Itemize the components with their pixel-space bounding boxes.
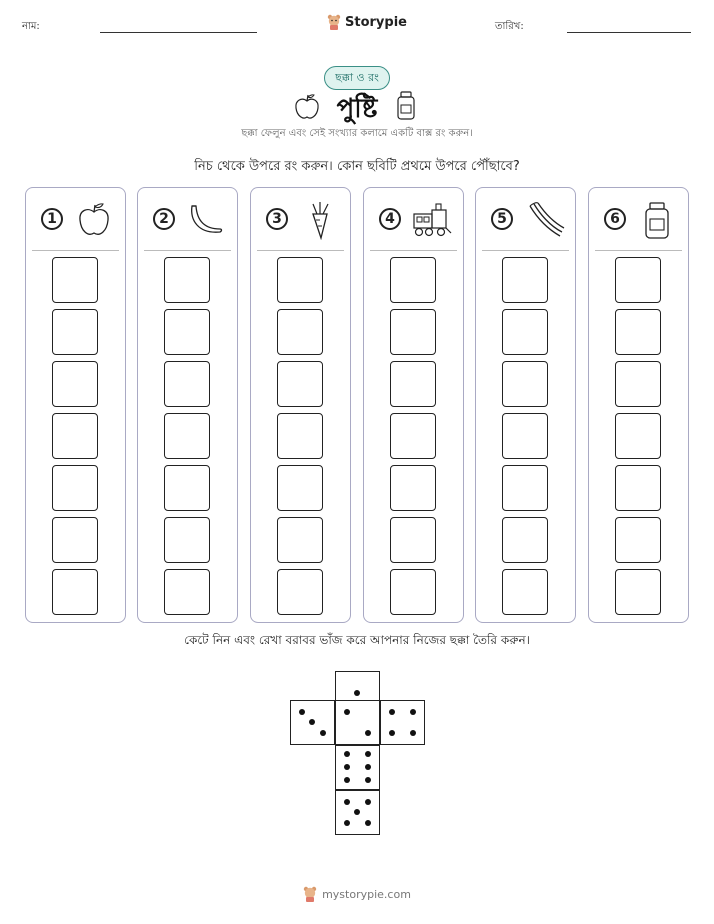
column-number: 3 [266,208,288,230]
dice-pip [365,751,371,757]
color-box[interactable] [390,517,436,563]
subtitle: ছক্কা ফেলুন এবং সেই সংখ্যার কলামে একটি বাক্স রং করুন। [241,128,473,139]
dice-face-2 [335,700,380,745]
color-box[interactable] [502,361,548,407]
color-box[interactable] [502,309,548,355]
color-box[interactable] [164,569,210,615]
color-box[interactable] [52,257,98,303]
color-box[interactable] [615,569,661,615]
color-box[interactable] [164,413,210,459]
column-number: 2 [153,208,175,230]
color-box[interactable] [277,257,323,303]
color-box[interactable] [390,361,436,407]
instruction: নিচ থেকে উপরে রং করুন। কোন ছবিটি প্রথমে উপরে পৌঁছাবে? [194,159,520,174]
dice-pip [320,730,326,736]
bear-logo-icon [327,14,341,30]
dice-pip [344,777,350,783]
footer-site: mystorypie.com [322,887,411,901]
color-box[interactable] [277,413,323,459]
dice-pip [299,709,305,715]
color-box[interactable] [615,361,661,407]
dice-face-6 [335,745,380,790]
column-number: 4 [379,208,401,230]
column-header [370,188,457,251]
bear-logo-icon [303,886,317,902]
jar-icon [635,200,679,240]
color-box[interactable] [52,569,98,615]
dice-pip [365,777,371,783]
color-box[interactable] [502,413,548,459]
column-header [257,188,344,251]
column-2 [137,187,238,623]
color-box[interactable] [615,413,661,459]
color-box[interactable] [164,361,210,407]
column-6 [588,187,689,623]
carrot-icon [297,200,341,240]
apple-icon [292,92,322,122]
footer [0,886,714,902]
column-number: 1 [41,208,63,230]
name-label: নাম: [22,21,40,32]
color-box[interactable] [502,569,548,615]
color-box[interactable] [390,465,436,511]
dice-pip [365,799,371,805]
color-box[interactable] [277,465,323,511]
color-box[interactable] [615,257,661,303]
color-box[interactable] [52,465,98,511]
color-box[interactable] [390,569,436,615]
beans-icon [522,200,566,240]
color-box[interactable] [52,309,98,355]
column-3 [250,187,351,623]
color-box[interactable] [615,465,661,511]
column-header [144,188,231,251]
activity-badge: ছক্কা ও রং [324,66,390,90]
color-box[interactable] [277,361,323,407]
color-box[interactable] [52,517,98,563]
dice-pip [344,799,350,805]
brand-name: Storypie [345,14,407,30]
color-box[interactable] [390,257,436,303]
page-title: পুষ্টি [336,94,378,124]
color-box[interactable] [164,309,210,355]
dice-pip [410,730,416,736]
brand-logo [327,14,407,30]
column-header [595,188,682,251]
color-box[interactable] [277,309,323,355]
name-line[interactable] [100,32,257,33]
jar-icon [396,91,416,121]
column-header [482,188,569,251]
color-box[interactable] [164,257,210,303]
date-label: তারিখ: [495,21,524,32]
dice-face-4 [380,700,425,745]
apple-icon [72,200,116,240]
color-box[interactable] [164,465,210,511]
train-icon [410,200,454,240]
date-line[interactable] [567,32,691,33]
color-box[interactable] [502,517,548,563]
dice-pip [365,820,371,826]
color-box[interactable] [615,517,661,563]
dice-pip [354,809,360,815]
dice-pip [365,730,371,736]
dice-pip [389,730,395,736]
column-4 [363,187,464,623]
dice-pip [344,751,350,757]
column-number: 6 [604,208,626,230]
dice-face-3 [290,700,335,745]
color-box[interactable] [52,361,98,407]
dice-face-5 [335,790,380,835]
dice-pip [344,709,350,715]
column-header [32,188,119,251]
column-5 [475,187,576,623]
dice-pip [344,764,350,770]
color-box[interactable] [502,465,548,511]
dice-pip [344,820,350,826]
dice-pip [309,719,315,725]
dice-pip [365,764,371,770]
color-box[interactable] [277,517,323,563]
dice-pip [410,709,416,715]
column-number: 5 [491,208,513,230]
banana-icon [184,200,228,240]
color-box[interactable] [52,413,98,459]
dice-pip [389,709,395,715]
dice-pip [354,690,360,696]
color-box[interactable] [164,517,210,563]
color-box[interactable] [502,257,548,303]
color-box[interactable] [390,413,436,459]
color-box[interactable] [615,309,661,355]
cut-instruction: কেটে নিন এবং রেখা বরাবর ভাঁজ করে আপনার নিজের ছক্কা তৈরি করুন। [184,633,530,647]
color-box[interactable] [277,569,323,615]
color-box[interactable] [390,309,436,355]
column-1 [25,187,126,623]
